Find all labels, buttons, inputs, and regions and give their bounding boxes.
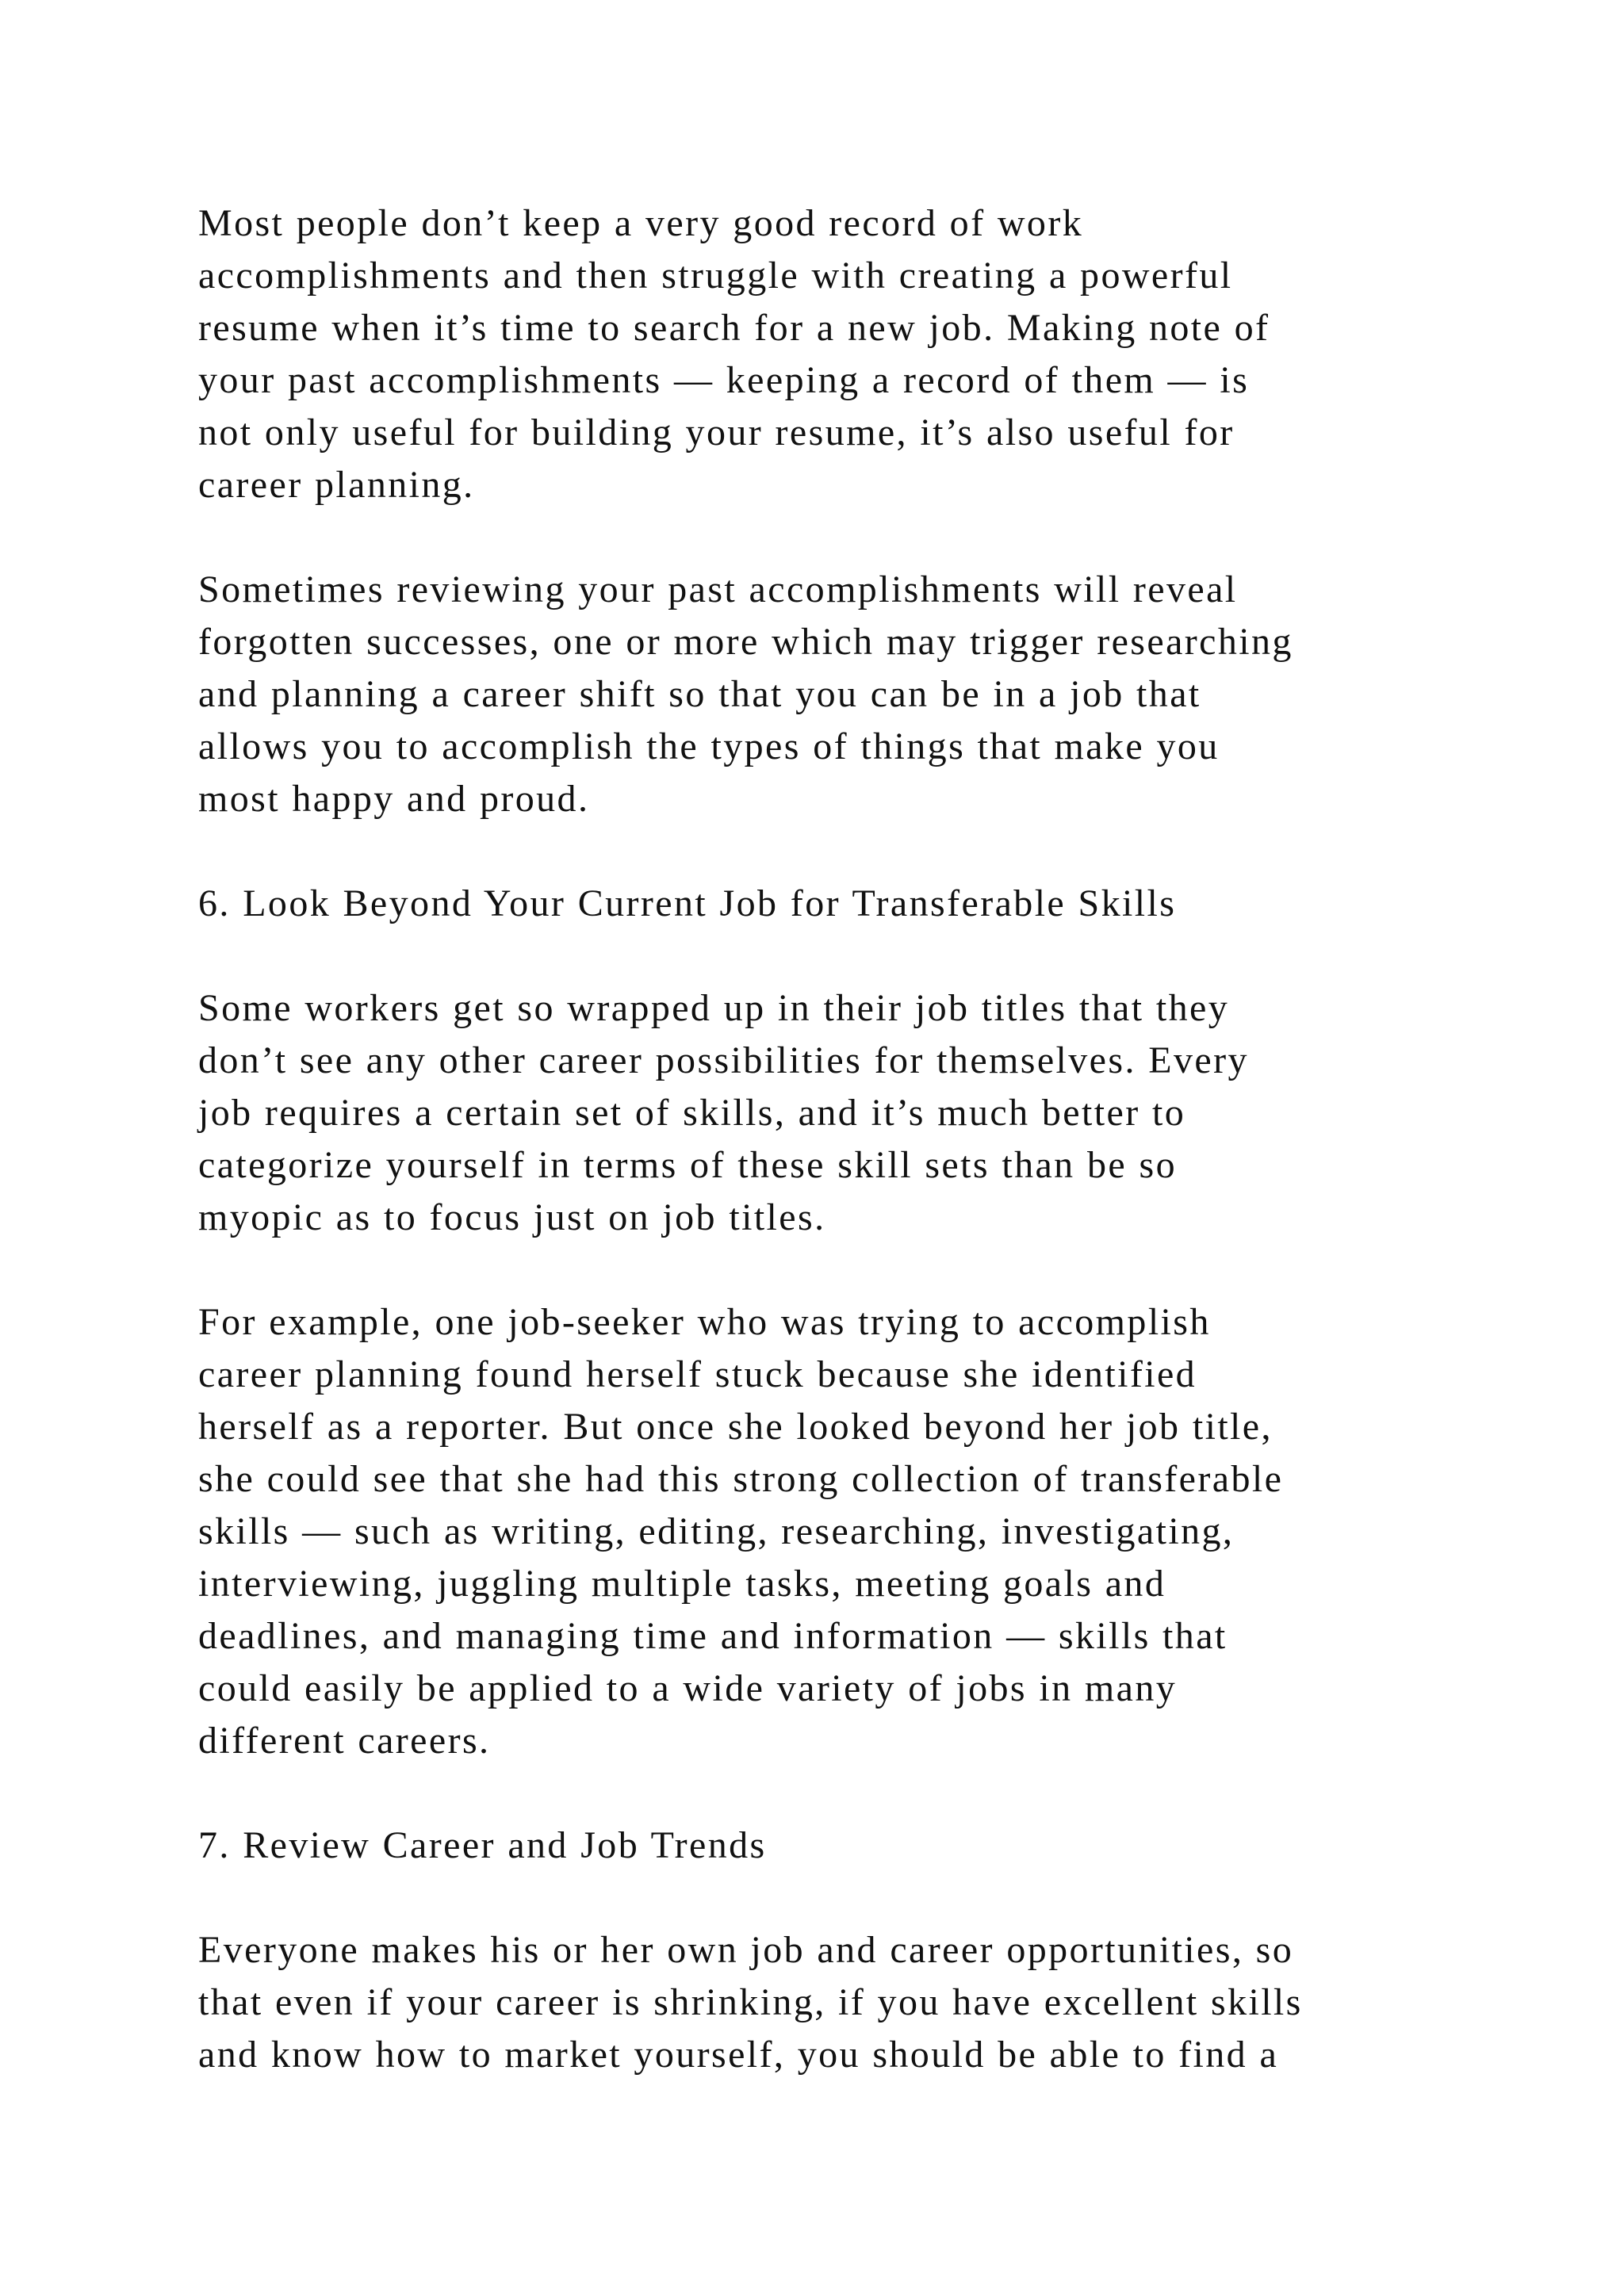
paragraph-accomplishments-record: Most people don’t keep a very good record of work accomplishments and then struggle with creating a powerful resume when it’s time to search for a new job. Making note of your past accomplishments — keeping a record of them — is not only useful for building your resume, it’s also useful for career planning. (198, 202, 1270, 506)
paragraph-reviewing-accomplishments: Sometimes reviewing your past accomplishments will reveal forgotten successes, one or more which may trigger researching and planning a career shift so that you can be in a job that allows you to accomplish the types of things that make you most happy and proud. (198, 568, 1293, 820)
section-heading-transferable-skills: 6. Look Beyond Your Current Job for Transferable Skills (198, 882, 1177, 924)
paragraph-job-opportunities: Everyone makes his or her own job and career opportunities, so that even if your career is shrinking, if you have excellent skills and know how to market yourself, you should be able to find a (198, 1929, 1303, 2076)
section-heading-job-trends: 7. Review Career and Job Trends (198, 1824, 767, 1866)
paragraph-job-titles: Some workers get so wrapped up in their job titles that they don’t see any other career possibilities for themselves. Every job requires a certain set of skills, and it’s much better to categorize yourself in terms of these skill sets than be so myopic as to focus just on job titles. (198, 987, 1249, 1238)
paragraph-reporter-example: For example, one job-seeker who was trying to accomplish career planning found herself stuck because she identified herself as a reporter. But once she looked beyond her job title, she could see that she had this strong collection of transferable skills — such as writing, editing, researching, investigating, interviewing, juggling multiple tasks, meeting goals and deadlines, and managing time and information — skills that could easily be applied to a wide variety of jobs in many different careers. (198, 1301, 1284, 1762)
